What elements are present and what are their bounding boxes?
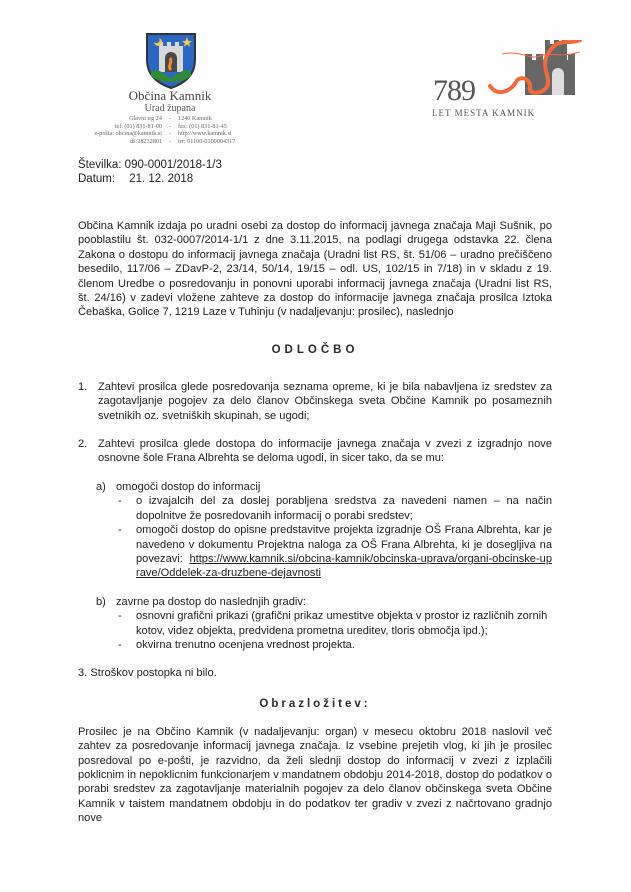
item-number: 1. <box>78 380 88 393</box>
bank-account: trr: 01100-0100004317 <box>178 137 236 145</box>
date-value: 21. 12. 2018 <box>129 173 194 185</box>
anniversary-number: 789 <box>433 74 475 107</box>
bullet-text: omogoči dostop do opisne predstavitve projekta izgradnje OŠ Frana Albrehta, kar je navedeno v dokumentu Projektna naloga za OŠ Frana Albrehta, ki je dosegljiva na povezavi: <box>136 524 552 565</box>
separator: - <box>168 115 172 122</box>
decision-item-2 <box>78 437 552 466</box>
telephone: tel: (01) 831-81-00 <box>114 122 162 130</box>
intro-paragraph: Občina Kamnik izdaja po uradni osebi za dostop do informacij javnega značaja Maji Sušnik, po pooblastilu št. 032-0007/2014-1/1 z dne 3.11.2015, na podlagi drugega odstavka 22. člena Zakona o dostopu do informacij javnega značaja (Uradni list RS, št. 51/06 – uradno prečiščeno besedilo, 117/06 – ZDavP-2, 23/14, 50/14, 19/15 – odl. US, 102/15 in 7/18) in v skladu z 19. členom Uredbe o posredovanju in ponovni uporabi informacij javnega značaja (Uradni list RS, št. 24/16) v zadevi vložene zahteve za dostop do informacije javnega značaja prosilca Iztoka Čebaška, Golice 7, 1219 Laze v Tuhinju (v nadaljevanju: prosilec), naslednjo <box>78 220 552 319</box>
address-city: 1240 Kamnik <box>178 115 212 122</box>
decision-sub-b <box>96 595 552 653</box>
contact-separators <box>166 115 174 145</box>
separator: - <box>168 130 172 138</box>
bullet-dash: - <box>118 638 122 651</box>
item-text: Zahtevi prosilca glede posredovanja seznama opreme, ki je bila nabavljena iz sredstev za zagotavljanje pogojev za delo članov Občinskega sveta Občine Kamnik po posameznih svetnikih oz. svetniških skupinah, se ugodi; <box>98 380 552 422</box>
bullet-dash: - <box>118 610 122 623</box>
separator: - <box>168 122 172 130</box>
sub-text: omogoči dostop do informacij <box>116 480 261 493</box>
document-number <box>78 158 552 172</box>
bullet-item <box>116 638 552 652</box>
tax-number: dš:28232801 <box>130 137 162 145</box>
decision-item-3 <box>78 666 552 680</box>
website: http://www.kamnik.si <box>178 130 232 138</box>
decision-item-1 <box>78 380 552 423</box>
municipality-crest-icon <box>143 30 199 90</box>
document-body <box>0 155 631 846</box>
department-link[interactable]: https://www.kamnik.si/obcina-kamnik/obcinska-uprava/organi-obcinske-uprave/Oddelek-za-druzbene-dejavnosti <box>136 552 552 580</box>
bullet-item <box>116 609 552 638</box>
bullet-dash: - <box>118 495 122 508</box>
sub-text: zavrne pa dostop do naslednjih gradiv: <box>116 595 306 608</box>
decision-heading: ODLOČBO <box>271 343 359 356</box>
bullet-text: okvirna trenutno ocenjena vrednost projekta. <box>136 638 355 651</box>
bullet-item <box>116 523 552 581</box>
letterhead <box>0 0 631 155</box>
sub-letter: b) <box>96 595 106 608</box>
organization-unit: Urad župana <box>144 103 196 114</box>
address-street: Glavni trg 24 <box>129 115 162 122</box>
document-date <box>78 172 552 186</box>
number-value: 090-0001/2018-1/3 <box>124 159 222 171</box>
fax: fax: (01) 831-81-45 <box>178 122 227 130</box>
number-label: Številka: <box>78 159 122 171</box>
email: e-pošta: obcina@kamnik.si <box>94 130 162 138</box>
contact-right-column <box>178 115 278 145</box>
bullet-text: o izvajalcih del za doslej porabljena sredstva za navedeni namen – na način dopolnitve že posredovanih informacij o porabi sredstev; <box>136 495 552 522</box>
decision-sub-a <box>96 480 552 581</box>
item-text: Stroškov postopka ni bilo. <box>90 667 217 680</box>
bullet-dash: - <box>118 524 122 537</box>
anniversary-text: LET MESTA KAMNIK <box>432 108 536 118</box>
organization-name: Občina Kamnik <box>128 88 212 103</box>
bullet-text: osnovni grafični prikazi (grafični prikaz umestitve objekta v prostor iz različnih zornih kotov, videz objekta, predvidena prometna ureditev, tloris območja ipd.); <box>136 610 548 637</box>
item-text: Zahtevi prosilca glede dostopa do informacije javnega značaja v zvezi z izgradnjo nove osnovne šole Frana Albrehta se deloma ugodi, in sicer tako, da se mu: <box>98 438 552 465</box>
item-number: 2. <box>78 438 88 451</box>
reasoning-paragraph: Prosilec je na Občino Kamnik (v nadaljevanju: organ) v mesecu oktobru 2018 naslovil več zahtev za posredovanje informacij javnega značaja. Iz vsebine prejetih vlog, ki jih je prosilec posredoval po e-pošti, je razvidno, da želi slednji dostop do informacij v zvezi z izplačili poklicnim in nepoklicnim funkcionarjem v mandatnem obdobju 2014-2018, dostop do podatkov o porabi sredstev za zagotavljanje materialnih pogojev za delo članov občinskega sveta Občine Kamnik v taistem mandatnem obdobju in do podatkov ter gradiv v zvezi z načrtovano gradnjo nove <box>78 725 552 825</box>
bullet-item <box>116 494 552 523</box>
reasoning-heading: Obrazložitev: <box>259 697 371 710</box>
separator: - <box>168 137 172 145</box>
item-number: 3. <box>78 667 88 680</box>
date-label: Datum: <box>78 173 116 185</box>
sub-letter: a) <box>96 480 106 493</box>
contact-left-column <box>62 115 162 145</box>
